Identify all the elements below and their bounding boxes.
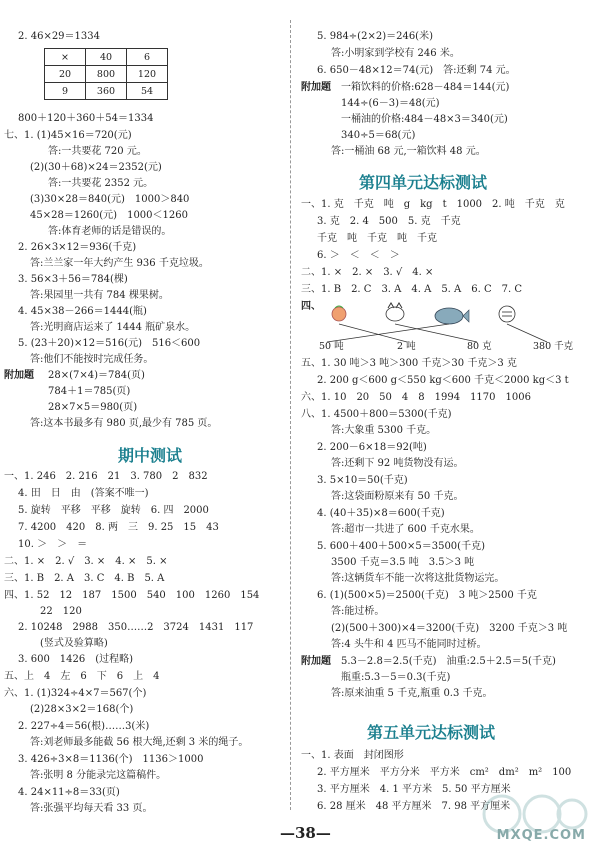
answer-line: 答:原来油重 5 千克,瓶重 0.3 千克。 — [331, 688, 493, 699]
answer-line: 八、1. 4500＋800＝5300(千克) — [301, 409, 452, 420]
answer-line: 答:超市一共进了 600 千克水果。 — [331, 524, 480, 535]
weight-label: 380 千克 — [533, 341, 574, 352]
grid-cell: 360 — [86, 83, 127, 100]
answer-line: 3. 56×3＋56＝784(棵) — [18, 274, 128, 285]
answer-line: 瓶重:5.3－5＝0.3(千克) — [341, 672, 451, 683]
column-divider — [290, 20, 291, 810]
answer-line: 答:果园里一共有 784 棵果树。 — [30, 290, 169, 301]
grid-cell: 40 — [86, 49, 127, 66]
answer-line: 784＋1＝785(页) — [48, 386, 131, 397]
answer-line: 5. 984÷(2×2)＝246(米) — [317, 31, 433, 42]
answer-line: 答:能过桥。 — [331, 606, 385, 617]
page-number: —38— — [280, 824, 331, 842]
answer-line: 3. 5×10＝50(千克) — [317, 475, 408, 486]
answer-line: 6. 28 厘米 48 平方厘米 7. 98 平方厘米 — [317, 801, 511, 812]
answer-line: (竖式及验算略) — [40, 638, 108, 649]
grid-cell: 800 — [86, 66, 127, 83]
answer-line: 2. 平方厘米 平方分米 平方米 cm² dm² m² 100 — [317, 767, 572, 778]
answer-line: 三、1. B 2. A 3. C 4. B 5. A — [4, 573, 165, 584]
answer-line: 3. 克 2. 4 500 5. 克 千克 — [317, 216, 461, 227]
answer-line: 四、1. 52 12 187 1500 540 100 1260 154 — [4, 590, 260, 601]
answer-line: 附加题 — [4, 370, 34, 381]
answer-line: 3. 平方厘米 4. 1 平方米 5. 50 平方厘米 — [317, 784, 511, 795]
whale-icon — [435, 308, 469, 324]
answer-line: (2)28×3×2＝168(个) — [30, 704, 134, 715]
grid-cell: 6 — [127, 49, 168, 66]
answer-line: 3500 千克＝3.5 吨 3.5＞3 吨 — [331, 557, 475, 568]
answer-line: 6. 650－48×12＝74(元) 答:还剩 74 元。 — [317, 65, 516, 76]
tiger-icon — [499, 306, 515, 322]
answer-line: (2)(30＋68)×24＝2352(元) — [30, 162, 162, 173]
answer-line: 一箱饮料的价格:628－484＝144(元) — [341, 82, 510, 93]
answer-line: 答:兰兰家一年大约产生 936 千克垃圾。 — [30, 258, 209, 269]
grid-cell: 54 — [127, 83, 168, 100]
answer-line: 答:一共要花 720 元。 — [48, 146, 147, 157]
midterm-title: 期中测试 — [118, 446, 183, 465]
grid-cell: 9 — [45, 83, 86, 100]
answer-line: 答:小明家到学校有 246 米。 — [331, 48, 460, 59]
answer-line: 5. (23＋20)×12＝516(元) 516＜600 — [18, 338, 201, 349]
grid-row — [45, 83, 168, 100]
grid-cell: 20 — [45, 66, 86, 83]
answer-line: 2. 26×3×12＝936(千克) — [18, 242, 137, 253]
answer-line: 附加题 — [301, 82, 331, 93]
answer-line: 五、上 4 左 6 下 6 上 4 — [4, 671, 160, 682]
answer-line: 七、1. (1)45×16＝720(元) — [4, 130, 132, 141]
multiplication-grid — [44, 48, 168, 100]
weight-label: 2 吨 — [397, 341, 416, 352]
answer-line: 答:体育老师的话是错误的。 — [48, 226, 172, 237]
grid-cell: 120 — [127, 66, 168, 83]
answer-line: 10. ＞ ＞ ＝ — [18, 539, 88, 550]
answer-line: 2. 200－6×18＝92(吨) — [317, 442, 427, 453]
answer-line: 4. (40＋35)×8＝600(千克) — [317, 508, 445, 519]
answer-line: (3)30×28＝840(元) 1000＞840 — [30, 194, 190, 205]
answer-line: 答:刘老师最多能截 56 根大绳,还剩 3 米的绳子。 — [30, 737, 249, 748]
answer-line: 7. 4200 420 8. 两 三 9. 25 15 43 — [18, 522, 219, 533]
answer-line: 千克 吨 千克 吨 千克 — [317, 233, 437, 244]
answer-line: 答:4 头牛和 4 匹马不能同时过桥。 — [331, 639, 487, 650]
answer-line: 800＋120＋360＋54＝1334 — [18, 113, 154, 124]
answer-line: 一桶油的价格:484－48×3＝340(元) — [341, 114, 508, 125]
answer-line: 答:还剩下 92 吨货物没有运。 — [331, 458, 464, 469]
answer-line: 6. ＞ ＜ ＜ ＞ — [317, 250, 400, 261]
answer-line: 六、1. 10 20 50 4 8 1994 1170 1006 — [301, 392, 531, 403]
answer-line: 答:一桶油 68 元,一箱饮料 48 元。 — [331, 146, 486, 157]
answer-line: 附加题 — [301, 656, 331, 667]
answer-line: 答:一共要花 2352 元。 — [48, 178, 154, 189]
answer-line: 答:这袋面粉原来有 50 千克。 — [331, 491, 464, 502]
answer-line: 22 120 — [40, 606, 82, 617]
weight-matching-figure — [297, 302, 597, 350]
answer-line: 答:光明商店运来了 1444 瓶矿泉水。 — [30, 322, 196, 333]
answer-line: 2. 10248 2988 350……2 3724 1431 117 — [18, 622, 254, 633]
answer-line: 3. 600 1426 (过程略) — [18, 654, 134, 665]
answer-line: 答:张强平均每天看 33 页。 — [30, 803, 153, 814]
fox-icon — [386, 303, 404, 321]
answer-line: 3. 426÷3×8＝1136(个) 1136＞1000 — [18, 754, 204, 765]
answer-line: 4. 45×38－266＝1444(瓶) — [18, 306, 147, 317]
grid-row — [45, 49, 168, 66]
answer-line: 答:这本书最多有 980 页,最少有 785 页。 — [30, 418, 218, 429]
answer-line: 28×(7×4)＝784(页) — [48, 370, 145, 381]
answer-line: (2)(500＋300)×4＝3200(千克) 3200 千克＞3 吨 — [331, 623, 568, 634]
answer-line: 340÷5＝68(元) — [341, 130, 416, 141]
answer-line: 5.3－2.8＝2.5(千克) 油重:2.5＋2.5＝5(千克) — [341, 656, 556, 667]
weight-label: 50 吨 — [319, 341, 344, 352]
answer-line: 5. 600＋400＋500×5＝3500(千克) — [317, 541, 485, 552]
answer-line: 答:大象重 5300 千克。 — [331, 425, 437, 436]
answer-line: 答:他们不能按时完成任务。 — [30, 354, 154, 365]
answer-line: 6. (1)(500×5)＝2500(千克) 3 吨＞2500 千克 — [317, 590, 537, 601]
weight-label: 80 克 — [467, 341, 492, 352]
answer-line: 四、 — [301, 301, 321, 312]
answer-line: 二、1. × 2. × 3. √ 4. × — [301, 267, 434, 278]
answer-line: 4. 田 日 由 (答案不唯一) — [18, 488, 149, 499]
answer-line: 28×7×5＝980(页) — [48, 402, 138, 413]
answer-line: 五、1. 30 吨＞3 吨＞300 千克＞30 千克＞3 克 — [301, 358, 517, 369]
answer-line: 六、1. (1)324÷4×7＝567(个) — [4, 688, 147, 699]
answer-line: 2. 200 g＜600 g＜550 kg＜600 千克＜2000 kg＜3 t — [317, 375, 569, 386]
answer-line: 4. 24×11÷8＝33(页) — [18, 787, 120, 798]
answer-line: 一、1. 克 千克 吨 g kg t 1000 2. 吨 千克 克 — [301, 199, 565, 210]
grid-row — [45, 66, 168, 83]
answer-line: 答:张明 8 分能录完这篇稿件。 — [30, 770, 167, 781]
answer-line: 5. 旋转 平移 平移 旋转 6. 四 2000 — [18, 505, 209, 516]
unit5-title: 第五单元达标测试 — [367, 723, 496, 742]
answer-line: 三、1. B 2. C 3. A 4. A 5. A 6. C 7. C — [301, 284, 523, 295]
answer-line: 2. 227÷4＝56(根)……3(米) — [18, 721, 150, 732]
watermark-text: MXQE.COM — [496, 828, 586, 843]
unit4-title: 第四单元达标测试 — [359, 173, 488, 192]
answer-line: 一、1. 246 2. 216 21 3. 780 2 832 — [4, 471, 208, 482]
answer-line: 二、1. × 2. √ 3. × 4. × 5. × — [4, 556, 168, 567]
answer-line: 一、1. 表面 封闭图形 — [301, 750, 404, 761]
answer-line: 答:这辆货车不能一次将这批货物运完。 — [331, 573, 505, 584]
peach-icon — [332, 306, 346, 321]
answer-line: 2. 46×29＝1334 — [18, 31, 100, 42]
match-line — [327, 324, 449, 342]
answer-line: 144÷(6－3)＝48(元) — [341, 98, 440, 109]
grid-cell: × — [45, 49, 86, 66]
answer-line: 45×28＝1260(元) 1000＜1260 — [30, 210, 188, 221]
